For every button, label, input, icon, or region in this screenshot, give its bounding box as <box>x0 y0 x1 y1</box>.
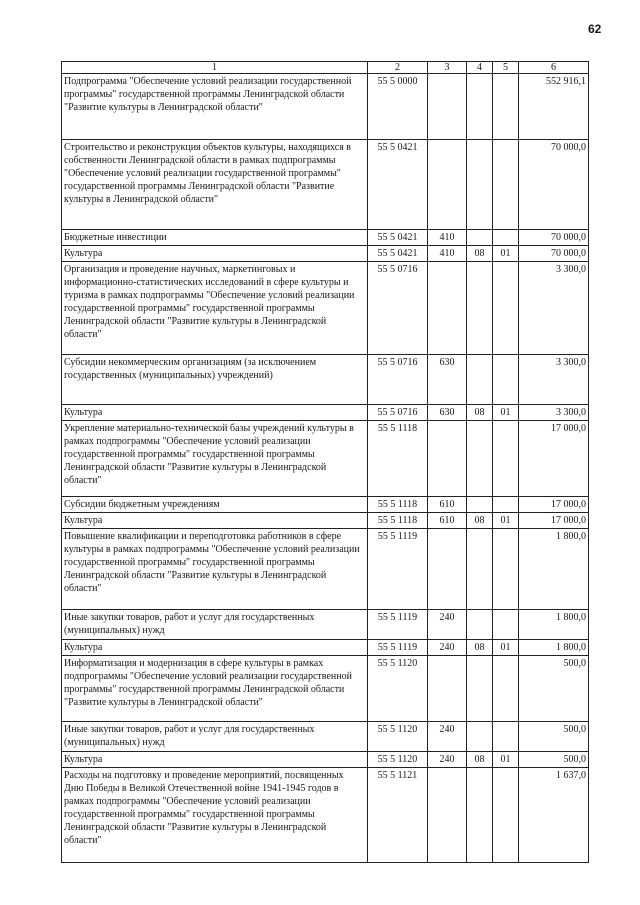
row-section: 08 <box>467 513 493 529</box>
row-name: Укрепление материально-технической базы учреждений культуры в рамках подпрограммы "Обеспечение условий реализации государственной программы" государственной программы Ленинградской области "Развитие культуры в Ленинградской области" <box>62 421 368 497</box>
row-expense-type <box>428 656 467 722</box>
row-section <box>467 768 493 863</box>
row-subsection <box>493 656 519 722</box>
row-amount: 500,0 <box>519 656 589 722</box>
table-row <box>62 421 589 497</box>
row-name: Иные закупки товаров, работ и услуг для государственных (муниципальных) нужд <box>62 610 368 640</box>
row-name: Расходы на подготовку и проведение мероприятий, посвященных Дню Победы в Великой Отечественной войне 1941-1945 годов в рамках подпрограммы "Обеспечение условий реализации государственной программы" государственной программы Ленинградской области "Развитие культуры в Ленинградской области" <box>62 768 368 863</box>
row-code: 55 5 1120 <box>368 656 428 722</box>
row-section: 08 <box>467 752 493 768</box>
row-subsection <box>493 529 519 610</box>
row-amount: 17 000,0 <box>519 421 589 497</box>
header-cell: 4 <box>467 62 493 74</box>
row-amount: 500,0 <box>519 722 589 752</box>
row-section <box>467 656 493 722</box>
row-name: Культура <box>62 513 368 529</box>
row-expense-type <box>428 74 467 140</box>
row-expense-type <box>428 421 467 497</box>
row-amount: 3 300,0 <box>519 262 589 355</box>
row-amount: 17 000,0 <box>519 513 589 529</box>
row-name: Подпрограмма "Обеспечение условий реализации государственной программы" государственной программы Ленинградской области "Развитие культуры в Ленинградской области" <box>62 74 368 140</box>
row-amount: 17 000,0 <box>519 497 589 513</box>
table-row <box>62 722 589 752</box>
row-code: 55 5 1119 <box>368 640 428 656</box>
row-section <box>467 497 493 513</box>
row-expense-type: 240 <box>428 722 467 752</box>
table-row <box>62 513 589 529</box>
row-subsection <box>493 230 519 246</box>
row-expense-type <box>428 768 467 863</box>
row-expense-type: 410 <box>428 246 467 262</box>
row-name: Культура <box>62 405 368 421</box>
row-section <box>467 421 493 497</box>
row-code: 55 5 0716 <box>368 262 428 355</box>
row-expense-type: 630 <box>428 405 467 421</box>
row-code: 55 5 0716 <box>368 355 428 405</box>
header-cell: 6 <box>519 62 589 74</box>
row-name: Строительство и реконструкция объектов культуры, находящихся в собственности Ленинградской области в рамках подпрограммы "Обеспечение условий реализации государственной программы" государственной программы Ленинградской области "Развитие культуры в Ленинградской области" <box>62 140 368 230</box>
row-name: Бюджетные инвестиции <box>62 230 368 246</box>
header-cell: 2 <box>368 62 428 74</box>
row-amount: 552 916,1 <box>519 74 589 140</box>
table-row <box>62 140 589 230</box>
row-expense-type: 410 <box>428 230 467 246</box>
row-name: Субсидии некоммерческим организациям (за исключением государственных (муниципальных) учреждений) <box>62 355 368 405</box>
table-row <box>62 246 589 262</box>
row-name: Культура <box>62 752 368 768</box>
table-row <box>62 74 589 140</box>
row-expense-type <box>428 140 467 230</box>
header-cell: 5 <box>493 62 519 74</box>
header-cell: 1 <box>62 62 368 74</box>
row-section: 08 <box>467 405 493 421</box>
header-row <box>62 62 589 74</box>
row-subsection <box>493 74 519 140</box>
row-expense-type: 630 <box>428 355 467 405</box>
row-section <box>467 140 493 230</box>
row-name: Субсидии бюджетным учреждениям <box>62 497 368 513</box>
row-subsection: 01 <box>493 513 519 529</box>
row-amount: 3 300,0 <box>519 405 589 421</box>
row-expense-type <box>428 529 467 610</box>
row-code: 55 5 1119 <box>368 610 428 640</box>
row-code: 55 5 1120 <box>368 722 428 752</box>
row-code: 55 5 1120 <box>368 752 428 768</box>
table-row <box>62 640 589 656</box>
row-code: 55 5 0421 <box>368 230 428 246</box>
row-expense-type: 240 <box>428 610 467 640</box>
row-name: Организация и проведение научных, маркетинговых и информационно-статистических исследований в сфере культуры и туризма в рамках подпрограммы "Обеспечение условий реализации государственной программы" государственной программы Ленинградской области "Развитие культуры в Ленинградской области" <box>62 262 368 355</box>
row-amount: 3 300,0 <box>519 355 589 405</box>
row-name: Информатизация и модернизация в сфере культуры в рамках подпрограммы "Обеспечение условий реализации государственной программы" государственной программы Ленинградской области "Развитие культуры в Ленинградской области" <box>62 656 368 722</box>
row-section <box>467 230 493 246</box>
row-subsection <box>493 355 519 405</box>
row-amount: 1 800,0 <box>519 610 589 640</box>
row-section: 08 <box>467 246 493 262</box>
table-body <box>62 74 589 863</box>
table-row <box>62 405 589 421</box>
table-row <box>62 262 589 355</box>
budget-table <box>61 61 589 863</box>
row-section <box>467 722 493 752</box>
row-expense-type <box>428 262 467 355</box>
row-code: 55 5 1121 <box>368 768 428 863</box>
table-row <box>62 656 589 722</box>
row-amount: 70 000,0 <box>519 230 589 246</box>
table-row <box>62 529 589 610</box>
row-amount: 1 637,0 <box>519 768 589 863</box>
table-row <box>62 230 589 246</box>
row-code: 55 5 1119 <box>368 529 428 610</box>
row-subsection: 01 <box>493 405 519 421</box>
row-subsection <box>493 610 519 640</box>
table-row <box>62 497 589 513</box>
row-expense-type: 610 <box>428 513 467 529</box>
row-subsection <box>493 140 519 230</box>
row-section <box>467 529 493 610</box>
row-amount: 1 800,0 <box>519 529 589 610</box>
table-row <box>62 768 589 863</box>
row-subsection <box>493 768 519 863</box>
row-code: 55 5 0000 <box>368 74 428 140</box>
row-amount: 500,0 <box>519 752 589 768</box>
table-row <box>62 610 589 640</box>
row-section <box>467 74 493 140</box>
row-subsection <box>493 722 519 752</box>
row-expense-type: 610 <box>428 497 467 513</box>
row-code: 55 5 1118 <box>368 497 428 513</box>
table-row <box>62 752 589 768</box>
row-code: 55 5 0421 <box>368 246 428 262</box>
row-subsection <box>493 262 519 355</box>
header-cell: 3 <box>428 62 467 74</box>
row-subsection: 01 <box>493 640 519 656</box>
row-section <box>467 262 493 355</box>
row-name: Культура <box>62 246 368 262</box>
row-name: Повышение квалификации и переподготовка работников в сфере культуры в рамках подпрограммы "Обеспечение условий реализации государственной программы" государственной программы Ленинградской области "Развитие культуры в Ленинградской области" <box>62 529 368 610</box>
row-subsection <box>493 497 519 513</box>
row-subsection <box>493 421 519 497</box>
row-code: 55 5 1118 <box>368 513 428 529</box>
row-subsection: 01 <box>493 246 519 262</box>
row-amount: 70 000,0 <box>519 140 589 230</box>
row-code: 55 5 1118 <box>368 421 428 497</box>
row-amount: 70 000,0 <box>519 246 589 262</box>
page-number: 62 <box>588 22 602 36</box>
row-section <box>467 355 493 405</box>
row-code: 55 5 0421 <box>368 140 428 230</box>
row-section: 08 <box>467 640 493 656</box>
row-section <box>467 610 493 640</box>
row-subsection: 01 <box>493 752 519 768</box>
row-code: 55 5 0716 <box>368 405 428 421</box>
row-expense-type: 240 <box>428 752 467 768</box>
row-amount: 1 800,0 <box>519 640 589 656</box>
table-row <box>62 355 589 405</box>
row-name: Культура <box>62 640 368 656</box>
row-expense-type: 240 <box>428 640 467 656</box>
row-name: Иные закупки товаров, работ и услуг для государственных (муниципальных) нужд <box>62 722 368 752</box>
